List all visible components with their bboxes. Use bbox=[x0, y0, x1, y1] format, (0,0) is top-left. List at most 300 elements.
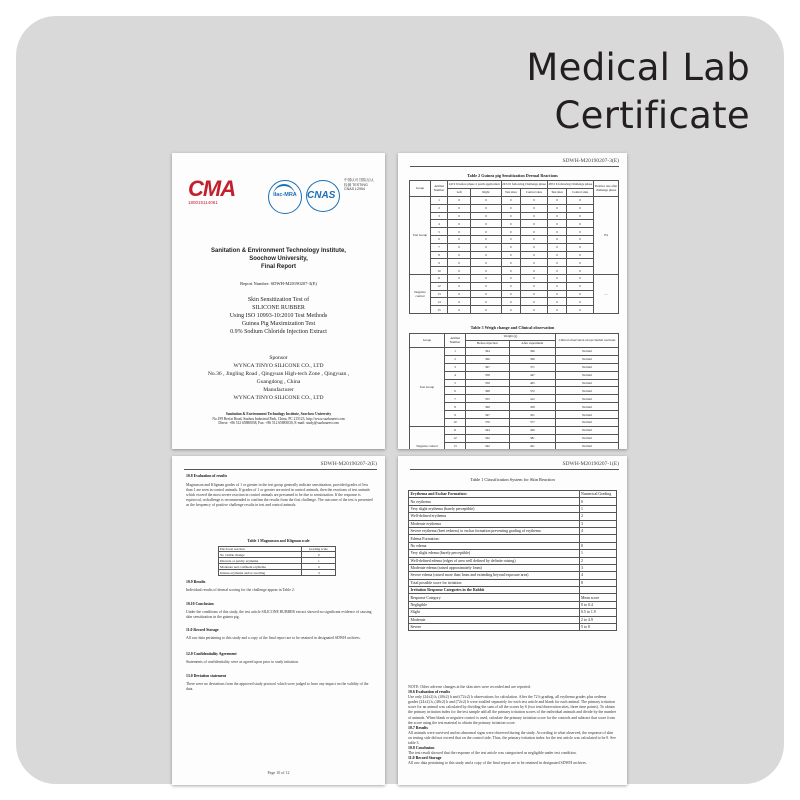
score-cell: 0 bbox=[501, 267, 521, 275]
score-cell: 0 bbox=[501, 220, 521, 228]
table-subheader: Test sites bbox=[547, 189, 567, 197]
grade-cell: 0 bbox=[579, 498, 617, 505]
description-cell: Very slight edema (barely perceptible) bbox=[409, 550, 580, 557]
description-cell: Well-defined erythema bbox=[409, 513, 580, 520]
conclusion-page bbox=[172, 456, 385, 785]
header-rule bbox=[410, 166, 619, 167]
score-cell: 0 bbox=[521, 212, 548, 220]
weight-after: 447 bbox=[509, 371, 555, 379]
report-number: Report Number: SDWH-M20190207-3(E) bbox=[240, 281, 317, 286]
score-cell: 0 bbox=[448, 274, 471, 282]
table-subheader: Before injection bbox=[466, 341, 510, 348]
weight-after: 372 bbox=[509, 387, 555, 395]
description-cell: No edema bbox=[409, 542, 580, 549]
animal-number: 12 bbox=[431, 282, 448, 290]
score-cell: 0 bbox=[501, 204, 521, 212]
magnusson-kligman-table bbox=[218, 546, 336, 576]
weight-before: 370 bbox=[466, 419, 510, 427]
score-cell: 0 bbox=[521, 298, 548, 306]
animal-number: 2 bbox=[445, 355, 466, 363]
score-cell: 0 bbox=[547, 220, 567, 228]
page-reference: SDWH-M20190207-1(E) bbox=[562, 461, 619, 467]
animal-number: 5 bbox=[431, 228, 448, 236]
table-row bbox=[410, 348, 619, 356]
score-cell: 0 bbox=[471, 274, 501, 282]
score-cell: 0 bbox=[501, 282, 521, 290]
table-header: Patch test reaction bbox=[219, 547, 302, 552]
animal-number: 6 bbox=[445, 387, 466, 395]
table-row bbox=[409, 505, 617, 512]
grade-cell: 5 to 8 bbox=[579, 624, 617, 631]
table-row bbox=[410, 212, 619, 220]
score-cell: 0 bbox=[471, 197, 501, 205]
description-cell: Severe erythema (beet redness) to eschar formation preventing grading of erythema bbox=[409, 527, 580, 534]
score-cell: 0 bbox=[521, 306, 548, 314]
score-cell: 0 bbox=[547, 290, 567, 298]
table-row bbox=[409, 550, 617, 557]
animal-number: 11 bbox=[445, 426, 466, 434]
weight-before: 364 bbox=[466, 348, 510, 356]
weight-change-table bbox=[409, 333, 619, 449]
score-cell: 0 bbox=[471, 306, 501, 314]
grade-cell: 2 bbox=[579, 557, 617, 564]
table-row bbox=[410, 259, 619, 267]
weight-before: 366 bbox=[466, 355, 510, 363]
weight-after: 369 bbox=[509, 355, 555, 363]
table-row bbox=[409, 594, 617, 601]
cma-number: 180015114061 bbox=[188, 200, 218, 205]
animal-number: 1 bbox=[445, 348, 466, 356]
headline bbox=[330, 44, 750, 140]
score-cell: 0 bbox=[567, 197, 594, 205]
table-row bbox=[409, 513, 617, 520]
weight-after: 456 bbox=[509, 426, 555, 434]
description-cell: Moderate edema (raised approximately 1mm) bbox=[409, 564, 580, 571]
description-cell: Very slight erythema (barely perceptible) bbox=[409, 505, 580, 512]
score-cell: 0 bbox=[521, 251, 548, 259]
report-title-block: Skin Sensitization Test of SILICONE RUBBER Using ISO 10993-10:2010 Test Methods Guinea Pig Maximization Test 0.9% Sodium Chloride Injection Extract bbox=[229, 297, 328, 335]
table-row bbox=[409, 579, 617, 586]
table-subheader: Control sites bbox=[567, 189, 594, 197]
clinical-observation: Normal bbox=[556, 434, 619, 442]
table-header: 48±2 h following Challenge phase bbox=[547, 181, 593, 189]
table-header: Grading scale bbox=[301, 547, 335, 552]
weight-after: 459 bbox=[509, 403, 555, 411]
cnas-caption: 中国认可 国际互认 检测 TESTING CNAS L2954 bbox=[344, 178, 374, 192]
score-cell: 0 bbox=[547, 306, 567, 314]
score-cell: 0 bbox=[471, 212, 501, 220]
animal-number: 8 bbox=[445, 403, 466, 411]
table-subheader: Right bbox=[471, 189, 501, 197]
table-row bbox=[409, 616, 617, 623]
table-row bbox=[410, 306, 619, 314]
skin-reaction-classification-table bbox=[408, 490, 617, 631]
confidentiality-section: 12.0 Confidentiality Agreement Statements of confidentiality were as agreed upon prior to study initiation. bbox=[186, 652, 299, 664]
results-tables-page bbox=[398, 153, 627, 449]
score-cell: 0 bbox=[448, 220, 471, 228]
table-row bbox=[410, 267, 619, 275]
score-cell: 0 bbox=[448, 290, 471, 298]
grade-cell bbox=[579, 587, 617, 594]
score-cell: 0 bbox=[547, 243, 567, 251]
grade-cell: 0.5 to 1.9 bbox=[579, 609, 617, 616]
grade-cell: 1 bbox=[579, 550, 617, 557]
score-cell: 0 bbox=[501, 251, 521, 259]
headline-line-1: Medical Lab bbox=[526, 46, 750, 89]
grade-cell: 3 bbox=[579, 520, 617, 527]
report-cover-page bbox=[172, 153, 385, 449]
score-cell: 0 bbox=[501, 298, 521, 306]
score-cell: 0 bbox=[471, 235, 501, 243]
cover-footer: Sanitation & Environment Technology Institute, Soochow University No.199 Ren'ai Road, Suzhou Industrial Park, China, PC 215123, http://www.suzhoueet.com Direct: +86 512 65880038, Fax: +86 512 65883030, E-mail: study@suzhoueet.com bbox=[212, 412, 345, 426]
weight-before: 359 bbox=[466, 379, 510, 387]
table-row bbox=[409, 520, 617, 527]
classification-table-title: Table 1 Classification System for Skin Reaction bbox=[470, 477, 555, 482]
animal-number: 9 bbox=[431, 259, 448, 267]
weight-before: 369 bbox=[466, 403, 510, 411]
score-cell: 0 bbox=[471, 204, 501, 212]
table-row bbox=[410, 228, 619, 236]
table-row bbox=[409, 601, 617, 608]
grade-cell: 8 bbox=[579, 579, 617, 586]
table-header: Animal Number bbox=[431, 181, 448, 197]
description-cell: Edema Formation: bbox=[409, 535, 580, 542]
table-row bbox=[410, 204, 619, 212]
cma-logo: CMA 180015114061 bbox=[188, 176, 236, 205]
clinical-observation: Normal bbox=[556, 363, 619, 371]
score-cell: 0 bbox=[448, 267, 471, 275]
score-cell: 0 bbox=[547, 235, 567, 243]
description-cell: Severe bbox=[409, 624, 580, 631]
score-cell: 0 bbox=[471, 243, 501, 251]
score-cell: 0 bbox=[521, 235, 548, 243]
group-cell: Test Group bbox=[410, 197, 431, 275]
table-row bbox=[410, 298, 619, 306]
animal-number: 15 bbox=[431, 306, 448, 314]
score-cell: 0 bbox=[567, 290, 594, 298]
score-cell: 0 bbox=[471, 228, 501, 236]
table2-title: Table 2 Guinea pig Sensitization Dermal Reactions bbox=[467, 173, 558, 178]
description-cell: Negligible bbox=[409, 601, 580, 608]
headline-line-2: Certificate bbox=[554, 94, 750, 137]
table-header: Positive rate after challenge phase bbox=[594, 181, 619, 197]
score-cell: 0 bbox=[547, 212, 567, 220]
ilac-mra-logo: ilac-MRA bbox=[268, 180, 302, 214]
table-row bbox=[410, 197, 619, 205]
description-cell: Erythema and Eschar Formation: bbox=[409, 491, 580, 498]
table-header: 24±2 h following Challenge phase bbox=[501, 181, 547, 189]
animal-number: 4 bbox=[445, 371, 466, 379]
animal-number: 10 bbox=[431, 267, 448, 275]
clinical-observation: Normal bbox=[556, 403, 619, 411]
weight-before: 322 bbox=[466, 434, 510, 442]
score-cell: 0 bbox=[501, 243, 521, 251]
animal-number: 11 bbox=[431, 274, 448, 282]
clinical-observation: Normal bbox=[556, 442, 619, 449]
score-cell: 0 bbox=[471, 220, 501, 228]
weight-before: 368 bbox=[466, 387, 510, 395]
score-cell: 0 bbox=[567, 267, 594, 275]
score-cell: 0 bbox=[547, 228, 567, 236]
page-reference: SDWH-M20190207-3(E) bbox=[562, 158, 619, 164]
weight-before: 344 bbox=[466, 426, 510, 434]
table-row bbox=[409, 498, 617, 505]
score-cell: 0 bbox=[471, 290, 501, 298]
table-row bbox=[409, 624, 617, 631]
page-number: Page 10 of 12 bbox=[267, 770, 290, 775]
table-subheader: Left bbox=[448, 189, 471, 197]
table-row bbox=[409, 527, 617, 534]
score-cell: 0 bbox=[567, 204, 594, 212]
weight-after: 371 bbox=[509, 363, 555, 371]
score-cell: 0 bbox=[567, 251, 594, 259]
score-cell: 0 bbox=[448, 251, 471, 259]
weight-after: 431 bbox=[509, 411, 555, 419]
grade-cell: Numerical Grading bbox=[579, 491, 617, 498]
animal-number: 13 bbox=[445, 442, 466, 449]
score-cell: 0 bbox=[521, 282, 548, 290]
score-cell: 0 bbox=[448, 228, 471, 236]
table-row bbox=[410, 251, 619, 259]
animal-number: 1 bbox=[431, 197, 448, 205]
positive-rate: — bbox=[594, 274, 619, 313]
score-cell: 0 bbox=[501, 228, 521, 236]
table-header: Weight (g) bbox=[466, 334, 556, 341]
animal-number: 3 bbox=[445, 363, 466, 371]
score-cell: 0 bbox=[547, 298, 567, 306]
animal-number: 3 bbox=[431, 212, 448, 220]
grade-cell: 4 bbox=[579, 572, 617, 579]
grade-cell: 1 bbox=[301, 558, 335, 564]
cnas-logo: CNAS bbox=[306, 180, 346, 212]
weight-after: 421 bbox=[509, 442, 555, 449]
animal-number: 7 bbox=[431, 243, 448, 251]
weight-after: 405 bbox=[509, 379, 555, 387]
score-cell: 0 bbox=[547, 282, 567, 290]
table-header: 24±2 h before phase 2 patch application bbox=[448, 181, 502, 189]
clinical-observation: Normal bbox=[556, 371, 619, 379]
score-cell: 0 bbox=[521, 243, 548, 251]
score-cell: 0 bbox=[567, 298, 594, 306]
score-cell: 0 bbox=[521, 290, 548, 298]
conclusion-section: 10.10 Conclusion Under the conditions of this study, the test article SILICONE RUBBER extract showed no significant evidence of causing skin sensitization in the guinea pig. bbox=[186, 602, 372, 619]
grade-cell: 3 bbox=[579, 564, 617, 571]
table-row bbox=[410, 243, 619, 251]
description-cell: Response Category bbox=[409, 594, 580, 601]
weight-before: 358 bbox=[466, 371, 510, 379]
score-cell: 0 bbox=[567, 274, 594, 282]
score-cell: 0 bbox=[448, 259, 471, 267]
animal-number: 5 bbox=[445, 379, 466, 387]
scale-table-title: Table 1 Magnusson and Kligman scale bbox=[247, 539, 310, 543]
score-cell: 0 bbox=[547, 197, 567, 205]
score-cell: 0 bbox=[567, 235, 594, 243]
score-cell: 0 bbox=[448, 204, 471, 212]
table-row bbox=[409, 587, 617, 594]
score-cell: 0 bbox=[501, 212, 521, 220]
table-row bbox=[410, 426, 619, 434]
animal-number: 14 bbox=[431, 298, 448, 306]
score-cell: 0 bbox=[471, 267, 501, 275]
score-cell: 0 bbox=[567, 259, 594, 267]
score-cell: 0 bbox=[471, 298, 501, 306]
grade-cell: 2 bbox=[579, 513, 617, 520]
score-cell: 0 bbox=[448, 197, 471, 205]
table-row bbox=[410, 274, 619, 282]
reaction-cell: Moderate and confluent erythema bbox=[219, 564, 302, 570]
score-cell: 0 bbox=[547, 204, 567, 212]
weight-before: 355 bbox=[466, 395, 510, 403]
score-cell: 0 bbox=[448, 298, 471, 306]
table3-title: Table 3 Weigh change and Clinical observation bbox=[470, 325, 555, 330]
sponsor-block: Sponsor WYNCA TINYO SILICONE CO., LTD No.36 , Jingling Road , Qingyuan High-tech Zone , Qingyuan , Guangdong , China Manufacturer WYNCA TINYO SILICONE CO., LTD bbox=[207, 355, 350, 401]
table-header: Clinical observation except dermal reactions bbox=[556, 334, 619, 348]
table-row bbox=[409, 542, 617, 549]
clinical-observation: Normal bbox=[556, 395, 619, 403]
header-rule bbox=[410, 469, 619, 470]
description-cell: Moderate erythema bbox=[409, 520, 580, 527]
score-cell: 0 bbox=[521, 220, 548, 228]
table-row bbox=[410, 220, 619, 228]
score-cell: 0 bbox=[567, 282, 594, 290]
score-cell: 0 bbox=[521, 228, 548, 236]
grade-cell: 3 bbox=[301, 570, 335, 576]
score-cell: 0 bbox=[547, 251, 567, 259]
score-cell: 0 bbox=[471, 251, 501, 259]
table-row bbox=[410, 282, 619, 290]
reaction-cell: No visible change bbox=[219, 552, 302, 558]
reaction-cell: Intense erythema and/or swelling bbox=[219, 570, 302, 576]
table-row bbox=[409, 609, 617, 616]
clinical-observation: Normal bbox=[556, 379, 619, 387]
grade-cell: 2 to 4.9 bbox=[579, 616, 617, 623]
grade-cell: 4 bbox=[579, 527, 617, 534]
animal-number: 2 bbox=[431, 204, 448, 212]
institute-name: Sanitation & Environment Technology Institute, Soochow University, Final Report bbox=[211, 248, 346, 270]
score-cell: 0 bbox=[448, 243, 471, 251]
clinical-observation: Normal bbox=[556, 411, 619, 419]
weight-after: 366 bbox=[509, 348, 555, 356]
reaction-cell: Discrete or patchy erythema bbox=[219, 558, 302, 564]
classification-notes: NOTE: Other adverse changes at the skin sites were recorded and are reported. 10.6 Evaluation of results Use only (24±2) h, (48±2) h and (72±2) h observations for calculation. After the 72 h grading, all erythema grades plus oedema grades (24±2) h, (48±2) h and (72±2) h were totalled separately for each test article and blank for each animal. The primary irritation score for an animal was calculated by dividing the sum of all the scores by 6 (two test/observation sites, three time points). To obtain the primary irritation index for the test sample add all the primary irritation scores of the individual animals and divide by the number of animals. When blank or negative control is used, calculate the primary irritation score for the controls and subtract that score from the score using the test material to obtain the primary irritation score. 10.7 Results All animals were survived and no abnormal signs were observed during the study. According to what observed, the response of skin on testing side did not exceed that on the control side. Thus, the primary irritation index for the test article was calculated to be 0. See table 3. 10.8 Conclusion The test result showed that the response of the test article was categorized as negligible under test condition. 11.0 Record Storage All raw data pertaining to this study and a copy of the final report are to be retained in designated SDWH archives. bbox=[408, 685, 617, 766]
grade-cell: Mean score bbox=[579, 594, 617, 601]
score-cell: 0 bbox=[567, 306, 594, 314]
weight-after: 412 bbox=[509, 395, 555, 403]
score-cell: 0 bbox=[448, 235, 471, 243]
table-row bbox=[409, 557, 617, 564]
grade-cell bbox=[579, 535, 617, 542]
score-cell: 0 bbox=[567, 212, 594, 220]
grade-cell: 0 bbox=[579, 542, 617, 549]
score-cell: 0 bbox=[521, 204, 548, 212]
table-header: Animal Number bbox=[445, 334, 466, 348]
description-cell: Well-defined edema (edges of area well defined by definite raising) bbox=[409, 557, 580, 564]
dermal-reactions-table bbox=[409, 180, 619, 314]
clinical-observation: Normal bbox=[556, 426, 619, 434]
score-cell: 0 bbox=[471, 259, 501, 267]
animal-number: 13 bbox=[431, 290, 448, 298]
table-subheader: Test sites bbox=[501, 189, 521, 197]
grade-cell: 2 bbox=[301, 564, 335, 570]
grade-cell: 1 bbox=[579, 505, 617, 512]
evaluation-section: 10.8 Evaluation of results Magnusson and Kligman grades of 1 or greater in the test group generally indicate sensitization, provided grades of less than 1 are seen in control animals. If grades of 1 or greater are noted in control animals, then the reactions of test animals which exceed the most severe reaction in control animals are presumed to be due to sensitization. If the response is equivocal, rechallenge is recommended to confirm the results from the first challenge. The outcome of the test is presented as the frequency of positive challenge results in test and control animals. bbox=[186, 474, 373, 507]
score-cell: 0 bbox=[448, 282, 471, 290]
table-row bbox=[410, 235, 619, 243]
score-cell: 0 bbox=[547, 259, 567, 267]
header-rule bbox=[184, 469, 377, 470]
clinical-observation: Normal bbox=[556, 419, 619, 427]
description-cell: No erythema bbox=[409, 498, 580, 505]
description-cell: Slight bbox=[409, 609, 580, 616]
table-header: Group bbox=[410, 181, 431, 197]
table-row bbox=[410, 290, 619, 298]
weight-after: 381 bbox=[509, 434, 555, 442]
table-row bbox=[409, 491, 617, 498]
score-cell: 0 bbox=[521, 259, 548, 267]
clinical-observation: Normal bbox=[556, 387, 619, 395]
deviation-section: 13.0 Deviation statement There were no deviations from the approved study protocol which were judged to have any impact on the validity of the data. bbox=[186, 674, 369, 691]
score-cell: 0 bbox=[471, 282, 501, 290]
score-cell: 0 bbox=[448, 306, 471, 314]
grade-cell: 0 to 0.4 bbox=[579, 601, 617, 608]
animal-number: 6 bbox=[431, 235, 448, 243]
score-cell: 0 bbox=[501, 197, 521, 205]
weight-before: 367 bbox=[466, 363, 510, 371]
table-header: Group bbox=[410, 334, 445, 348]
score-cell: 0 bbox=[567, 228, 594, 236]
score-cell: 0 bbox=[547, 267, 567, 275]
score-cell: 0 bbox=[521, 197, 548, 205]
score-cell: 0 bbox=[501, 235, 521, 243]
page-reference: SDWH-M20190207-2(E) bbox=[320, 461, 377, 467]
clinical-observation: Normal bbox=[556, 348, 619, 356]
group-cell: Test Group bbox=[410, 348, 445, 427]
table-row bbox=[409, 564, 617, 571]
animal-number: 4 bbox=[431, 220, 448, 228]
record-storage-section: 11.0 Record Storage All raw data pertaining to this study and a copy of the final report are to be retained in designated SDWH archives. bbox=[186, 628, 361, 640]
table-row bbox=[219, 570, 336, 576]
group-cell: Negative control bbox=[410, 426, 445, 449]
description-cell: Irritation Response Categories in the Rabbit bbox=[409, 587, 580, 594]
score-cell: 0 bbox=[521, 267, 548, 275]
animal-number: 8 bbox=[431, 251, 448, 259]
score-cell: 0 bbox=[448, 212, 471, 220]
score-cell: 0 bbox=[521, 274, 548, 282]
score-cell: 0 bbox=[501, 259, 521, 267]
positive-rate: 0% bbox=[594, 197, 619, 275]
grade-cell: 0 bbox=[301, 552, 335, 558]
weight-before: 347 bbox=[466, 411, 510, 419]
animal-number: 7 bbox=[445, 395, 466, 403]
classification-page bbox=[398, 456, 627, 785]
table-subheader: Control sites bbox=[521, 189, 548, 197]
score-cell: 0 bbox=[501, 306, 521, 314]
table-row bbox=[409, 535, 617, 542]
weight-after: 377 bbox=[509, 419, 555, 427]
description-cell: Total possible score for irritation bbox=[409, 579, 580, 586]
animal-number: 12 bbox=[445, 434, 466, 442]
score-cell: 0 bbox=[501, 290, 521, 298]
table-row bbox=[409, 572, 617, 579]
group-cell: Negative control bbox=[410, 274, 431, 313]
animal-number: 9 bbox=[445, 411, 466, 419]
score-cell: 0 bbox=[567, 243, 594, 251]
score-cell: 0 bbox=[547, 274, 567, 282]
results-section: 10.9 Results Individual results of dermal scoring for the challenge appear in Table 2. bbox=[186, 580, 295, 592]
clinical-observation: Normal bbox=[556, 355, 619, 363]
score-cell: 0 bbox=[501, 274, 521, 282]
weight-before: 342 bbox=[466, 442, 510, 449]
